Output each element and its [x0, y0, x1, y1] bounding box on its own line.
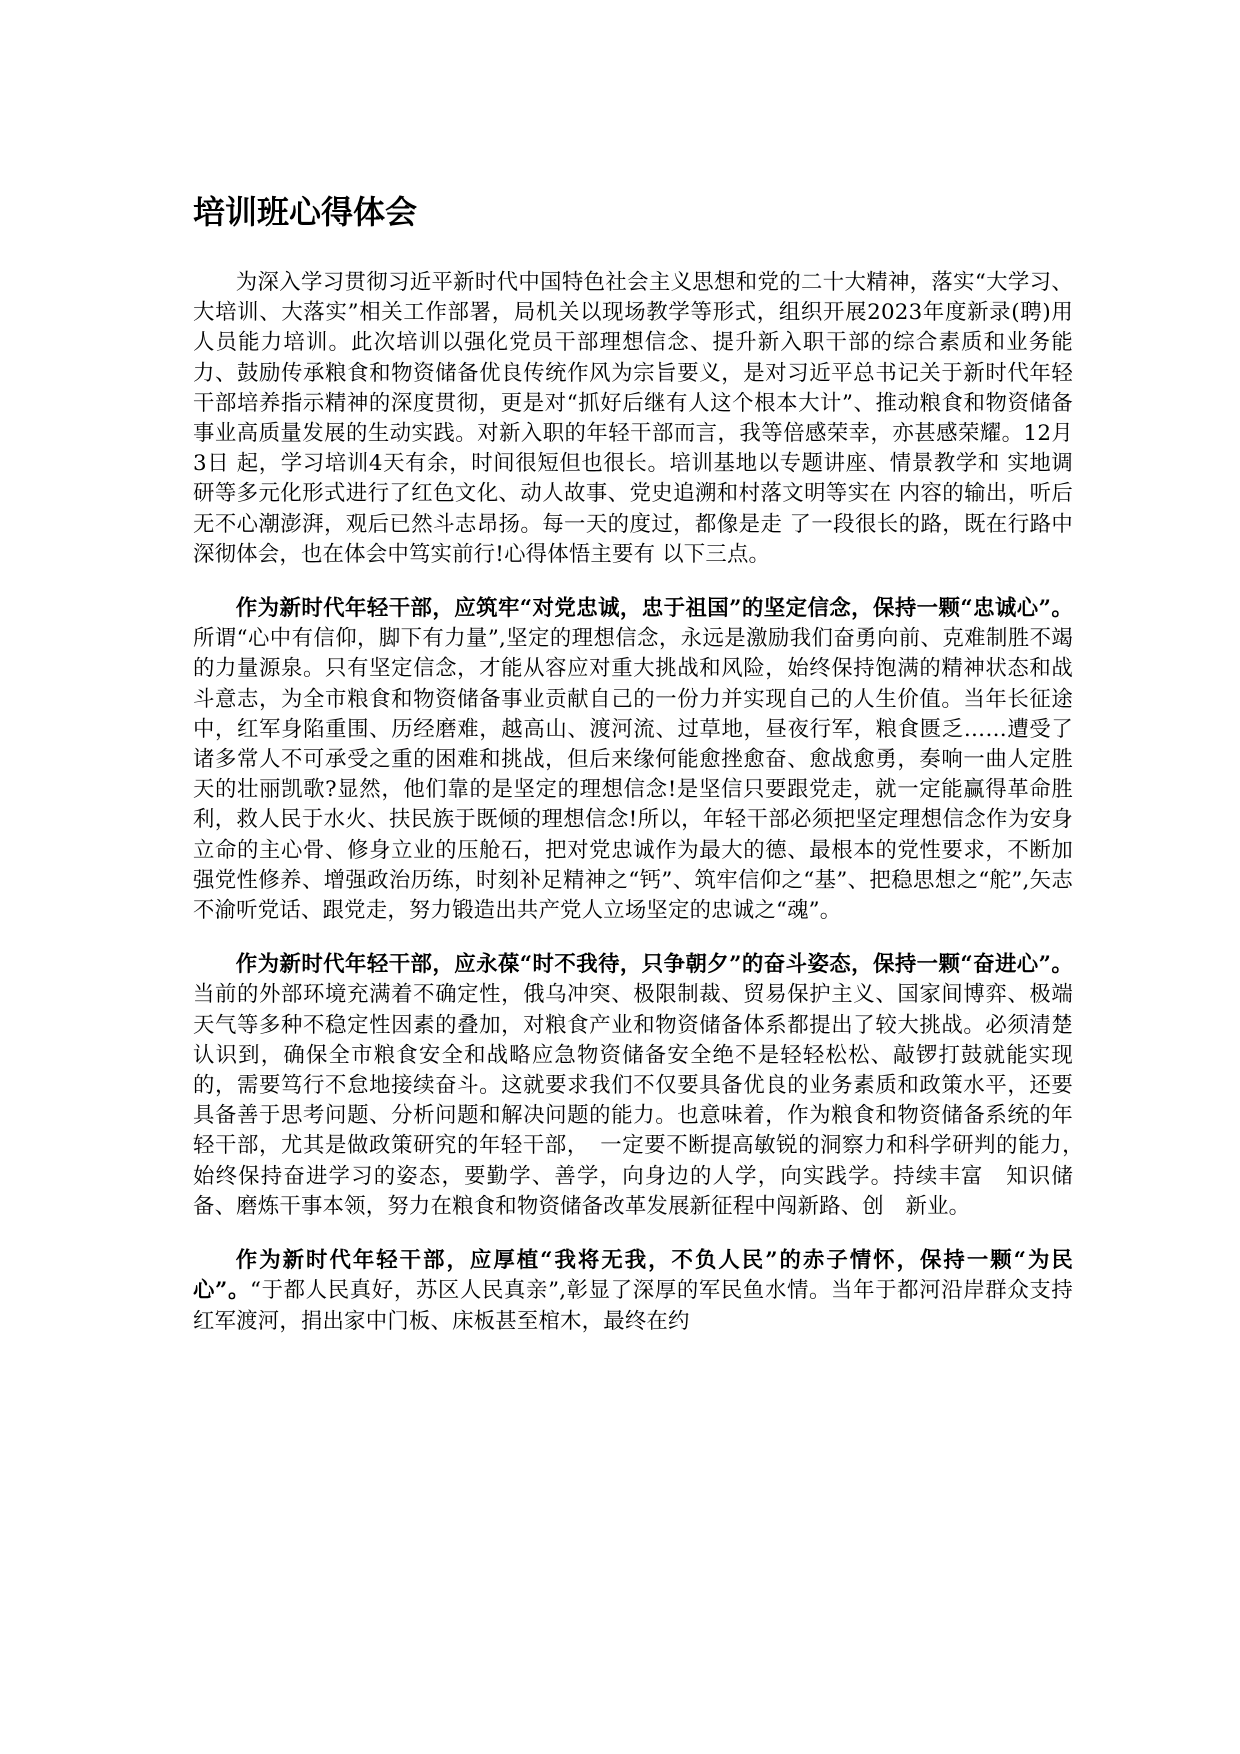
section-paragraph-loyalty: [193, 594, 1073, 926]
document-page: [193, 190, 1095, 1361]
document-title: 培训班心得体会: [193, 193, 418, 231]
section-paragraph-striving: [193, 950, 1095, 1222]
section-body: “于都人民真好，苏区人民真亲”,彰显了深厚的军民鱼水情。当年于都河沿岸群众支持红军渡河，捐出家中门板、床板甚至棺木，最终在约: [193, 1278, 1073, 1334]
section-body: 所谓“心中有信仰，脚下有力量”,坚定的理想信念，永远是激励我们奋勇向前、克难制胜不竭的力量源泉。只有坚定信念，才能从容应对重大挑战和风险，始终保持饱满的精神状态和战斗意志，为全市粮食和物资储备事业贡献自己的一份力并实现自己的人生价值。当年长征途中，红军身陷重围、历经磨难，越高山、渡河流、过草地，昼夜行军，粮食匮乏……遭受了诸多常人不可承受之重的困难和挑战，但后来缘何能愈挫愈奋、愈战愈勇，奏响一曲人定胜天的壮丽凯歌?显然，他们靠的是坚定的理想信念!是坚信只要跟党走，就一定能赢得革命胜利，救人民于水火、扶民族于既倾的理想信念!所以，年轻干部必须把坚定理想信念作为安身立命的主心骨、修身立业的压舱石，把对党忠诚作为最大的德、最根本的党性要求，不断加强党性修养、增强政治历练，时刻补足精神之“钙”、筑牢信仰之“基”、把稳思想之“舵”,矢志不渝听党话、跟党走，努力锻造出共产党人立场坚定的忠诚之“魂”。: [193, 626, 1073, 924]
section-paragraph-people: [193, 1246, 1073, 1337]
section-lead: 作为新时代年轻干部，应筑牢“对党忠诚，忠于祖国”的坚定信念，保持一颗“忠诚心”。: [235, 596, 1073, 622]
section-lead: 作为新时代年轻干部，应永葆“时不我待，只争朝夕”的奋斗姿态，保持一颗“奋进心”。: [235, 952, 1073, 978]
section-body: 当前的外部环境充满着不确定性，俄乌冲突、极限制裁、贸易保护主义、国家间博弈、极端天气等多种不稳定性因素的叠加，对粮食产业和物资储备体系都提出了较大挑战。必须清楚认识到，确保全市粮食安全和战略应急物资储备安全绝不是轻轻松松、敲锣打鼓就能实现的，需要笃行不怠地接续奋斗。这就要求我们不仅要具备优良的业务素质和政策水平，还要具备善于思考问题、分析问题和解决问题的能力。也意味着，作为粮食和物资储备系统的年轻干部，尤其是做政策研究的年轻干部， 一定要不断提高敏锐的洞察力和科学研判的能力， 始终保持奋进学习的姿态，要勤学、善学，向身边的人学，向实践学。持续丰富 知识储备、磨炼干事本领，努力在粮食和物资储备改革发展新征程中闯新路、创 新业。: [193, 982, 1095, 1219]
intro-paragraph: 为深入学习贯彻习近平新时代中国特色社会主义思想和党的二十大精神，落实“大学习、大培训、大落实”相关工作部署，局机关以现场教学等形式，组织开展2023年度新录(聘)用人员能力培训。此次培训以强化党员干部理想信念、提升新入职干部的综合素质和业务能力、鼓励传承粮食和物资储备优良传统作风为宗旨要义，是对习近平总书记关于新时代年轻干部培养指示精神的深度贯彻，更是对“抓好后继有人这个根本大计”、推动粮食和物资储备事业高质量发展的生动实践。对新入职的年轻干部而言，我等倍感荣幸，亦甚感荣耀。12月3日 起，学习培训4天有余，时间很短但也很长。培训基地以专题讲座、情景教学和 实地调研等多元化形式进行了红色文化、动人故事、党史追溯和村落文明等实在 内容的输出，听后无不心潮澎湃，观后已然斗志昂扬。每一天的度过，都像是走 了一段很长的路，既在行路中深彻体会，也在体会中笃实前行!心得体悟主要有 以下三点。: [193, 270, 1073, 567]
section-lead: 作为新时代年轻干部，应厚植“我将无我，不负人民”的赤子情怀，保持一颗“为民心”。: [193, 1248, 1073, 1304]
